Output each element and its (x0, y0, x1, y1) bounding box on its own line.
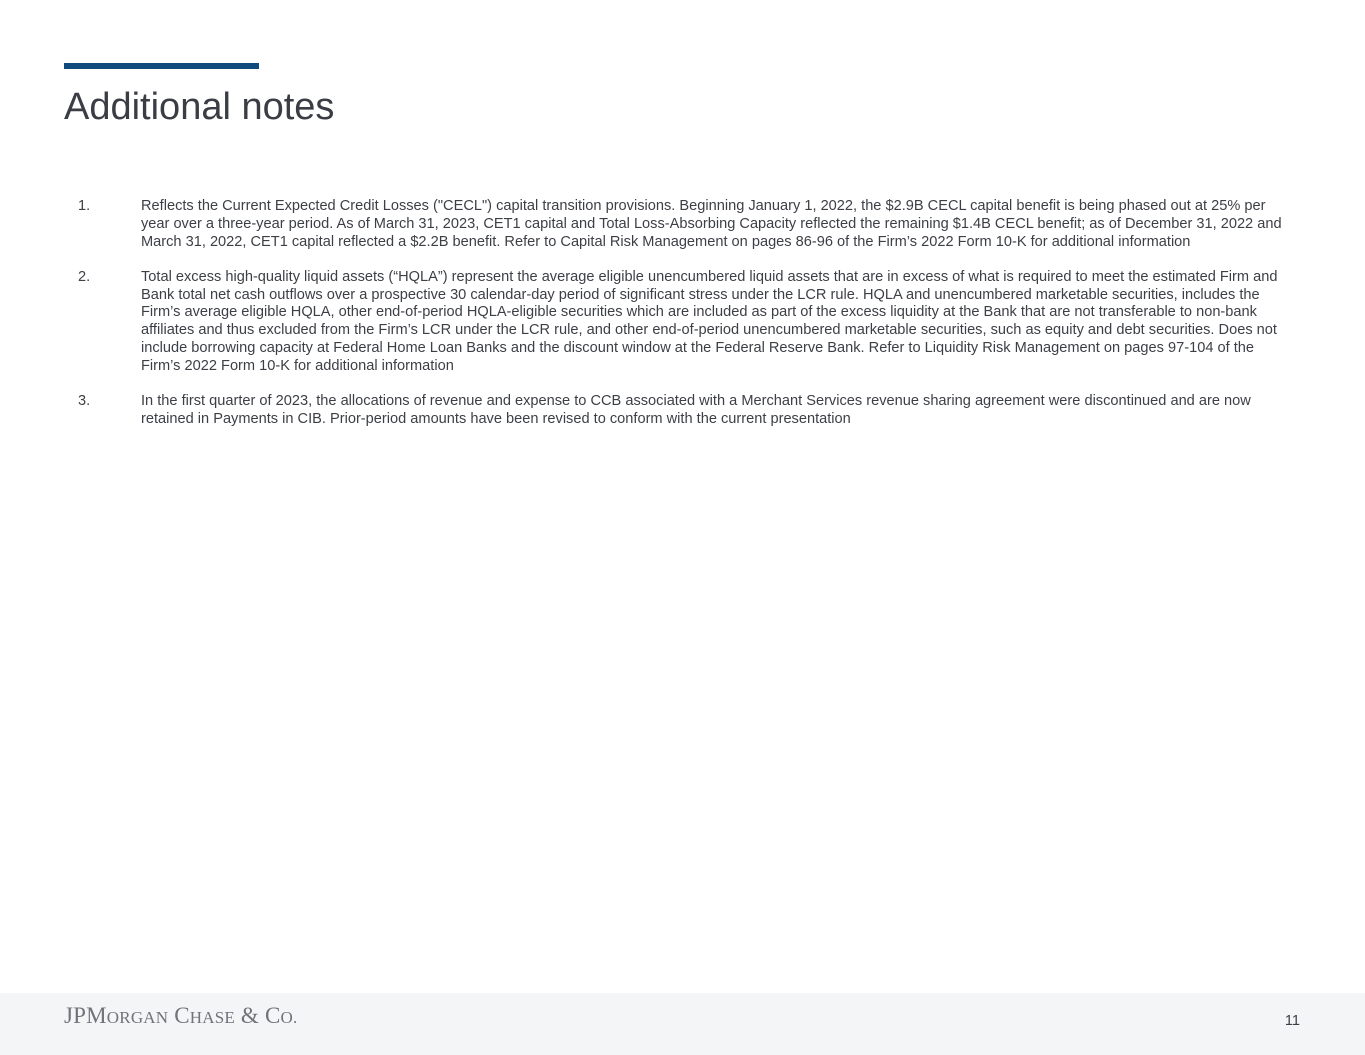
note-number: 1. (78, 198, 91, 214)
page-number: 11 (1284, 1013, 1300, 1029)
page-title: Additional notes (64, 86, 335, 128)
title-accent-bar (64, 63, 259, 69)
note-text: In the first quarter of 2023, the allocations of revenue and expense to CCB associated with a Merchant Services revenue sharing agreement were discontinued and are now retained in Payments in CIB. Prior-period amounts have been revised to conform with the current presentation (141, 393, 1251, 427)
note-number: 3. (78, 393, 91, 410)
company-logo: JPMORGAN CHASE & CO. (64, 1003, 298, 1028)
note-item (64, 393, 1294, 429)
notes-list (64, 198, 1294, 446)
note-number: 2. (78, 268, 91, 285)
note-item (64, 198, 1294, 251)
footer (0, 993, 1365, 1055)
note-text: Total excess high-quality liquid assets (“HQLA”) represent the average eligible unencumbered liquid assets that are in excess of what is required to meet the estimated Firm and Bank total net cash outflows over a prospective 30 calendar-day period of significant stress under the LCR rule. HQLA and unencumbered marketable securities, includes the Firm’s average eligible HQLA, other end-of-period HQLA-eligible securities which are included as part of the excess liquidity at the Bank that are not transferable to non-bank affiliates and thus excluded from the Firm’s LCR under the LCR rule, and other end-of-period unencumbered marketable securities, such as equity and debt securities. Does not include borrowing capacity at Federal Home Loan Banks and the discount window at the Federal Reserve Bank. Refer to Liquidity Risk Management on pages 97-104 of the Firm’s 2022 Form 10-K for additional information (141, 268, 1278, 374)
note-item (64, 269, 1294, 376)
note-text: Reflects the Current Expected Credit Losses ("CECL") capital transition provisions. Beginning January 1, 2022, the $2.9B CECL capital benefit is being phased out at 25% per year over a three-year period. As of March 31, 2023, CET1 capital and Total Loss-Absorbing Capacity reflected the remaining $1.4B CECL benefit; as of December 31, 2022 and March 31, 2022, CET1 capital reflected a $2.2B benefit. Refer to Capital Risk Management on pages 86-96 of the Firm’s 2022 Form 10-K for additional information (141, 198, 1282, 250)
